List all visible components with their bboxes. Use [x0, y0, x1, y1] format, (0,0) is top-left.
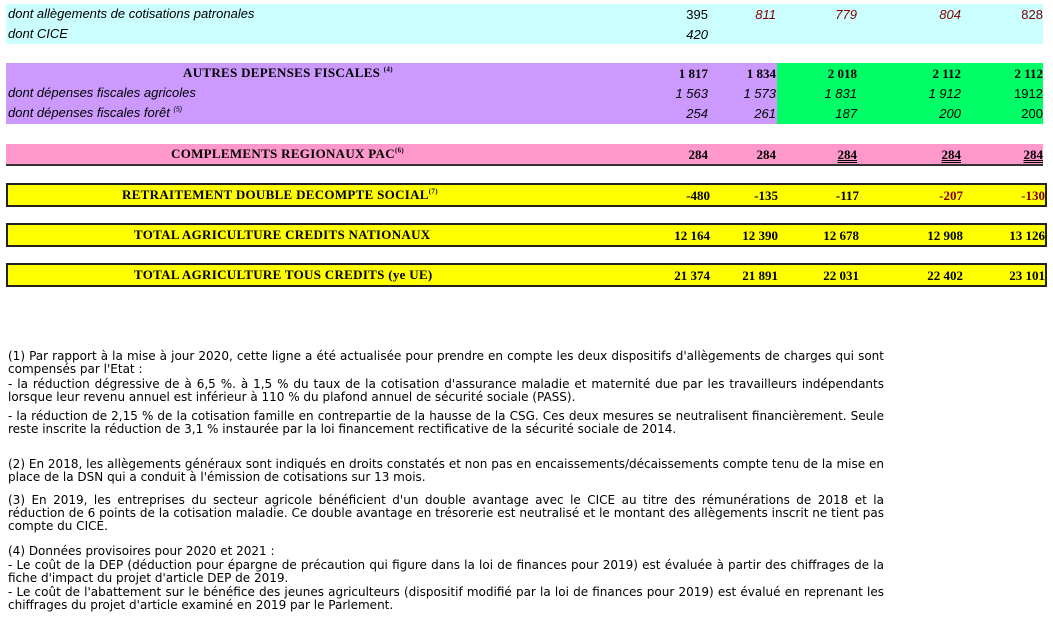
- note-4b: - Le coût de l'abattement sur le bénéfice des jeunes agriculteurs (dispositif modifié par la loi de finances pour 2019) est évalué en reprenant les chiffrages du projet d'article examiné en 2019 par le Parlement.: [8, 585, 884, 612]
- note-3: (3) En 2019, les entreprises du secteur agricole bénéficient d'un double avantage avec le CICE au titre des rémunérations de 2018 et la réduction de 6 points de la cotisation maladie. Ce double avantage en trésorerie est neutralisé et le montant des allègements inscrit ne tient pas compte du CICE.: [8, 493, 884, 533]
- note-1a: - la réduction dégressive de à 6,5 %. à 1,5 % du taux de la cotisation d'assurance maladie et maternité due par les travailleurs indépendants lorsque leur revenu annuel est inférieur à 110 % du plafond annuel de sécurité sociale (PASS).: [8, 377, 884, 404]
- row-label: dont allègements de cotisations patronales: [8, 6, 255, 21]
- cell: -480: [686, 188, 710, 203]
- cell: 2 112: [932, 66, 961, 81]
- cell: 22 402: [927, 268, 963, 283]
- cell: 395: [686, 7, 708, 22]
- row-pac: [6, 144, 1043, 166]
- cell: 200: [1021, 106, 1043, 121]
- cell: 1912: [1014, 86, 1043, 101]
- cell: 13 126: [1009, 228, 1045, 243]
- cell: 284: [1023, 147, 1043, 162]
- cell: 254: [686, 106, 708, 121]
- cell: 12 164: [674, 228, 710, 243]
- cell: 284: [941, 147, 961, 162]
- row-foret: [6, 103, 1043, 124]
- cell: 2 018: [827, 66, 857, 81]
- row-retraitement: [6, 183, 1047, 207]
- row-label: TOTAL AGRICULTURE CREDITS NATIONAUX: [134, 227, 431, 242]
- cell: 21 374: [674, 268, 710, 283]
- cell: 1 831: [824, 86, 857, 101]
- cell: 1 563: [675, 86, 708, 101]
- cell: 420: [686, 27, 708, 42]
- row-label: TOTAL AGRICULTURE TOUS CREDITS (ye UE): [134, 267, 433, 282]
- cell: 2 112: [1014, 66, 1043, 81]
- row-label: dont dépenses fiscales forêt $^{(5)}$: [8, 105, 183, 120]
- cell: 284: [756, 147, 776, 162]
- cell: 21 891: [742, 268, 778, 283]
- note-1b: - la réduction de 2,15 % de la cotisation famille en contrepartie de la hausse de la CSG. Ces deux mesures se neutralisent financièrement. Seule reste inscrite la réduction de 3,1 % instaurée par la loi financement rectificative de la sécurité sociale de 2014.: [8, 409, 884, 436]
- row-autres-depenses: [6, 63, 1043, 83]
- cell: 811: [755, 7, 776, 22]
- row-agricoles: [6, 83, 1043, 103]
- row-cice: [6, 24, 1043, 44]
- cell: 12 908: [927, 228, 963, 243]
- note-4: (4) Données provisoires pour 2020 et 2021 :: [8, 544, 275, 558]
- cell: 22 031: [823, 268, 859, 283]
- cell: 1 834: [746, 66, 776, 81]
- row-label: dont dépenses fiscales agricoles: [8, 85, 196, 100]
- cell: 12 678: [823, 228, 859, 243]
- note-2: (2) En 2018, les allègements généraux sont indiqués en droits constatés et non pas en encaissements/décaissements compte tenu de la mise en place de la DSN qui a conduit à l'émission de cotisations sur 13 mois.: [8, 457, 884, 484]
- row-total-tous: [6, 263, 1047, 287]
- cell: -130: [1021, 188, 1045, 203]
- cell: 261: [754, 106, 776, 121]
- cell: 1 817: [678, 66, 708, 81]
- cell: 187: [835, 106, 857, 121]
- cell: 828: [1021, 7, 1043, 22]
- row-label: AUTRES DEPENSES FISCALES $^{(4)}$: [183, 65, 393, 80]
- cell: 1 573: [743, 86, 776, 101]
- cell: 23 101: [1009, 268, 1045, 283]
- cell: 284: [688, 147, 708, 162]
- cell: -117: [835, 188, 859, 203]
- cell: 200: [939, 106, 961, 121]
- row-total-nationaux: [6, 223, 1047, 247]
- cell: 804: [939, 7, 961, 22]
- cell: 779: [835, 7, 857, 22]
- row-label: RETRAITEMENT DOUBLE DECOMPTE SOCIAL$^{(7)}$: [122, 187, 438, 202]
- note-4a: - Le coût de la DEP (déduction pour épargne de précaution qui figure dans la loi de finances pour 2019) est évaluée à partir des chiffrages de la fiche d'impact du projet d'article DEP de 2019.: [8, 558, 884, 585]
- row-label: COMPLEMENTS REGIONAUX PAC$^{(6)}$: [171, 146, 404, 161]
- cell: -207: [939, 188, 963, 203]
- cell: -135: [754, 188, 778, 203]
- note-1: (1) Par rapport à la mise à jour 2020, cette ligne a été actualisée pour prendre en compte les deux dispositifs d'allègements de charges qui sont compensés par l'Etat :: [8, 349, 884, 376]
- cell: 1 912: [928, 86, 961, 101]
- row-label: dont CICE: [8, 26, 68, 41]
- row-allegements: [6, 4, 1043, 24]
- cell: 284: [837, 147, 857, 162]
- cell: 12 390: [742, 228, 778, 243]
